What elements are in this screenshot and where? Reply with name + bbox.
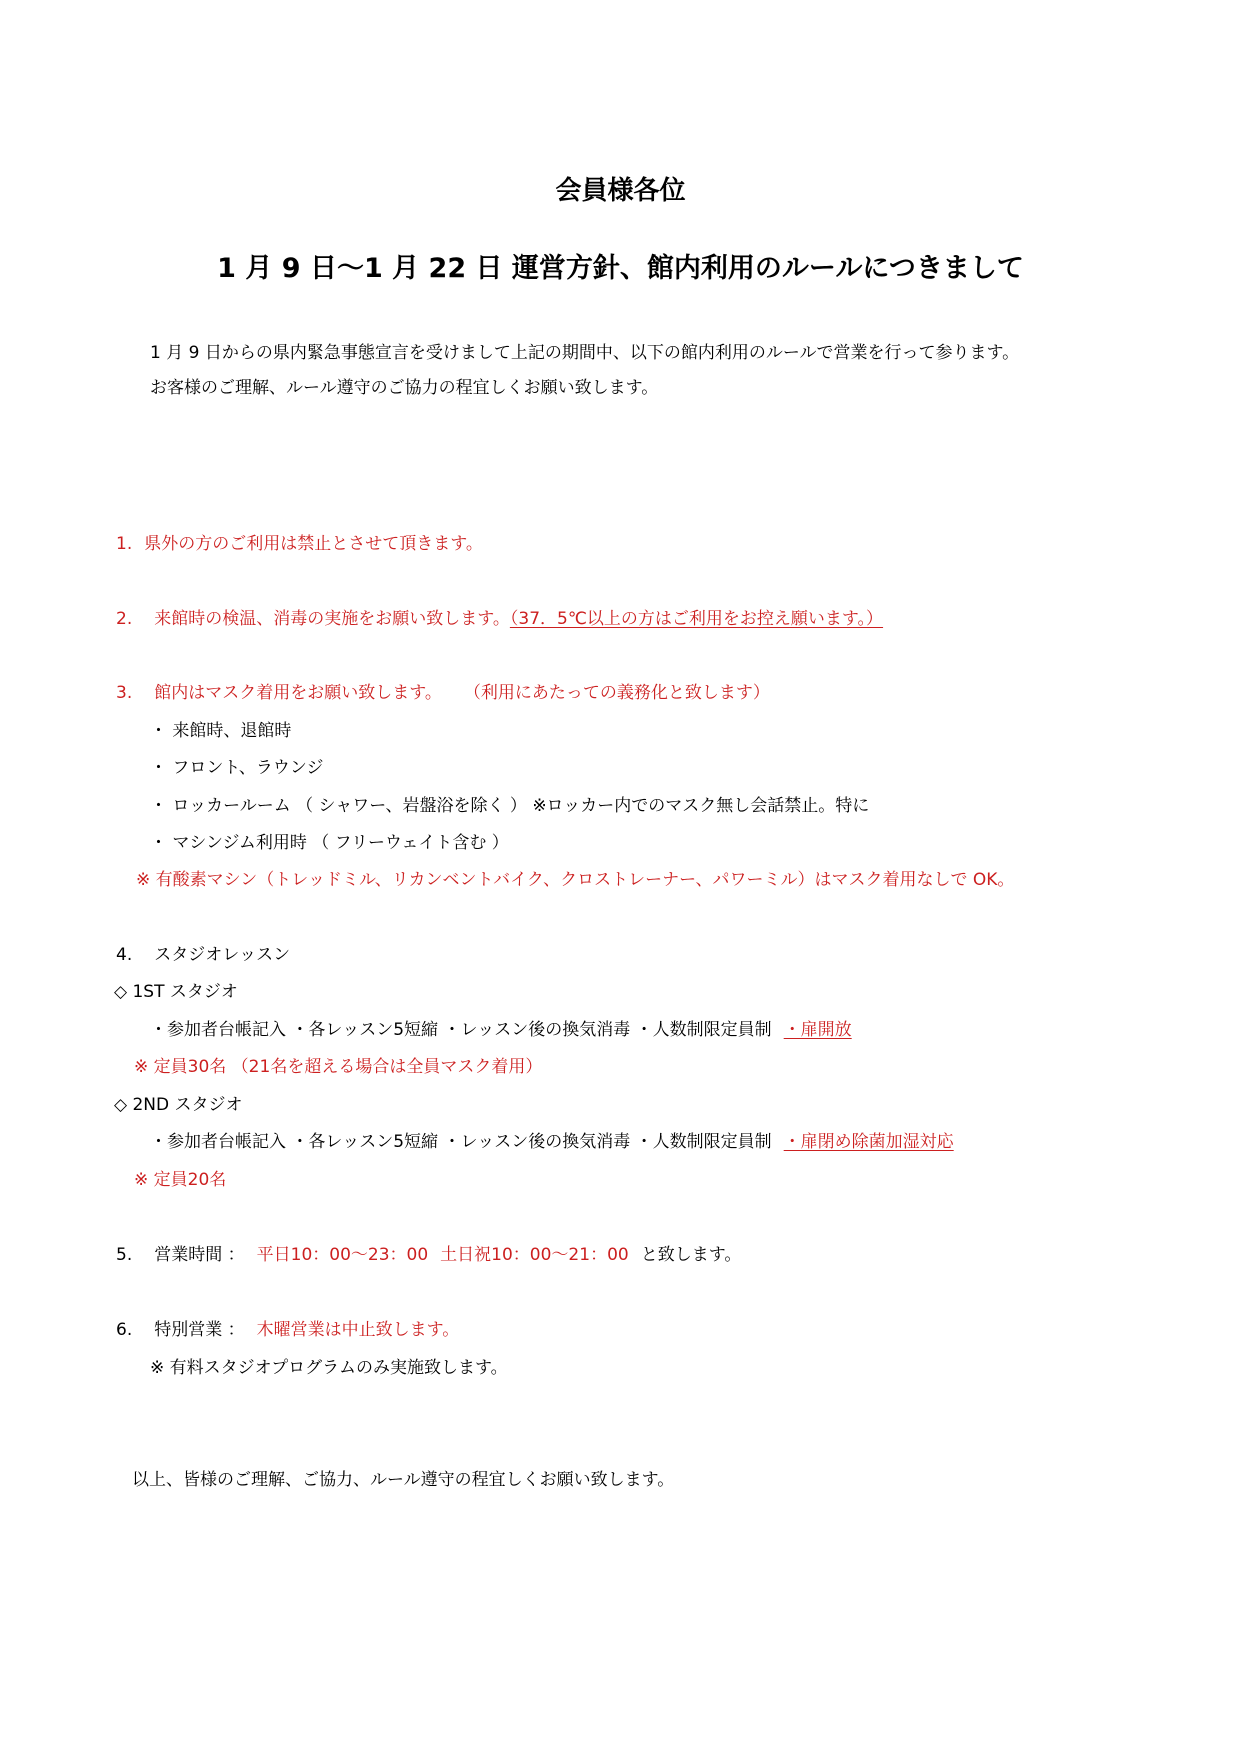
closing-text: 以上、皆様のご理解、ご協力、ルール遵守の程宜しくお願い致します。 (132, 1470, 675, 1490)
studio-2-heading: ◇ 2ND スタジオ (114, 1095, 243, 1115)
hours-label: 営業時間 ： (154, 1245, 245, 1265)
studio-1-heading: ◇ 1ST スタジオ (114, 982, 238, 1002)
rule-text: 館内はマスク着用をお願い致します。 (154, 683, 442, 703)
rule-2 (116, 607, 883, 631)
rule-number: 6. (116, 1320, 133, 1340)
list-item: ・ 来館時、退館時 (150, 721, 292, 741)
page-title: 会員様各位 (555, 176, 686, 206)
rule-number: 2. (116, 609, 133, 629)
rule-number: 3. (116, 683, 133, 703)
studio-1-items (150, 1018, 852, 1042)
rule-4 (116, 943, 290, 967)
rule-number: 4. (116, 945, 133, 965)
rule-number: 5. (116, 1245, 133, 1265)
intro-line-1: 1 月 9 日からの県内緊急事態宣言を受けまして上記の期間中、以下の館内利用のルールで営業を行って参ります。 (150, 343, 1020, 363)
rule-note: （利用にあたっての義務化と致します） (463, 683, 770, 703)
intro-line-2: お客様のご理解、ルール遵守のご協力の程宜しくお願い致します。 (150, 378, 659, 398)
studio-items: ・参加者台帳記入 ・各レッスン5短縮 ・レッスン後の換気消毒 ・人数制限定員制 (150, 1132, 772, 1152)
list-item: ・ マシンジム利用時 （ フリーウェイト含む ） (150, 833, 509, 853)
hours-weekday: 平日10：00～23：00 (256, 1245, 429, 1265)
rule-5 (116, 1243, 741, 1267)
studio-2-items (150, 1130, 954, 1154)
rule-6 (116, 1318, 459, 1342)
mask-exception-note: ※ 有酸素マシン（トレッドミル、リカンベントバイク、クロストレーナー、パワーミル）はマスク着用なしで OK。 (136, 870, 1015, 890)
rule-number: 1. (116, 534, 133, 554)
studio-items: ・参加者台帳記入 ・各レッスン5短縮 ・レッスン後の換気消毒 ・人数制限定員制 (150, 1020, 772, 1040)
studio-extra: ・扉閉め除菌加湿対応 (783, 1132, 954, 1152)
rule-text: 来館時の検温、消毒の実施をお願い致します。 (154, 609, 510, 629)
rule-3 (116, 681, 770, 705)
special-value: 木曜営業は中止致します。 (256, 1320, 460, 1340)
rule-text: 県外の方のご利用は禁止とさせて頂きます。 (144, 534, 483, 554)
list-item: ・ フロント、ラウンジ (150, 758, 324, 778)
rule-1 (116, 532, 483, 556)
special-label: 特別営業 ： (154, 1320, 245, 1340)
studio-extra: ・扉開放 (783, 1020, 852, 1040)
studio-1-capacity: ※ 定員30名 （21名を超える場合は全員マスク着用） (134, 1057, 543, 1077)
page-subtitle: 1 月 9 日～1 月 22 日 運営方針、館内利用のルールにつきまして (217, 253, 1024, 284)
studio-2-capacity: ※ 定員20名 (134, 1170, 227, 1190)
hours-weekend: 土日祝10：00～21：00 (440, 1245, 629, 1265)
rule-note: （37．5℃以上の方はご利用をお控え願います。） (509, 609, 884, 629)
special-note: ※ 有料スタジオプログラムのみ実施致します。 (150, 1358, 508, 1378)
rule-text: スタジオレッスン (154, 945, 291, 965)
list-item: ・ ロッカールーム （ シャワー、岩盤浴を除く ） ※ロッカー内でのマスク無し会話禁止。特に (150, 796, 870, 816)
hours-suffix: と致します。 (640, 1245, 742, 1265)
